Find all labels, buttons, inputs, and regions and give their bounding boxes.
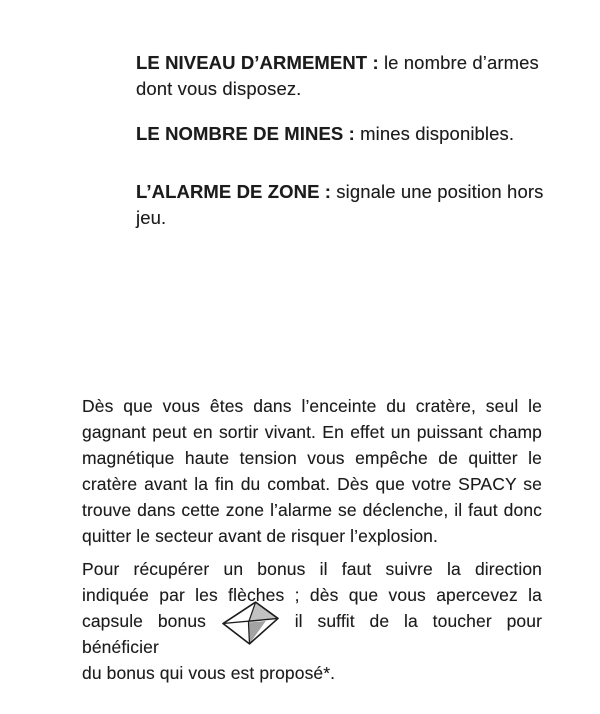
paragraph-line: du bonus qui vous est proposé*. (82, 663, 336, 683)
paragraph-line: Dès que vous êtes dans l’enceinte du cratère, seul le (82, 396, 542, 416)
bonus-capsule-icon (222, 600, 279, 645)
paragraph-line: cratère avant la fin du combat. Dès que votre SPACY se (82, 474, 542, 494)
paragraph-line: magnétique haute tension vous empêche de quitter le (82, 448, 542, 468)
paragraph-line: trouve dans cette zone l’alarme se déclenche, il faut donc (82, 500, 542, 520)
paragraph-text: il suffit de la toucher pour bénéficier (82, 611, 542, 657)
paragraph-text: capsule bonus (82, 611, 207, 631)
paragraph-line: Pour récupérer un bonus il faut suivre la direction (82, 559, 542, 579)
definition-text: signale une position hors (336, 181, 544, 202)
paragraph-line (82, 608, 542, 660)
definition-term: L’ALARME DE ZONE : (136, 181, 332, 202)
paragraph-crater (82, 393, 542, 549)
paragraph-line: gagnant peut en sortir vivant. En effet un puissant champ (82, 422, 542, 442)
paragraph-bonus (82, 556, 542, 686)
definition-text: dont vous disposez. (136, 78, 302, 99)
definition-zone (136, 179, 548, 231)
definition-armement (136, 50, 548, 102)
paragraph-line: indiquée par les flèches ; dès que vous apercevez la (82, 585, 542, 605)
definition-mines (136, 121, 548, 147)
definition-term: LE NOMBRE DE MINES : (136, 123, 355, 144)
definition-text: jeu. (136, 207, 167, 228)
definition-text: mines disponibles. (360, 123, 515, 144)
paragraph-line: quitter le secteur avant de risquer l’explosion. (82, 526, 438, 546)
definition-term: LE NIVEAU D’ARMEMENT : (136, 52, 379, 73)
definition-text: le nombre d’armes (383, 52, 539, 73)
